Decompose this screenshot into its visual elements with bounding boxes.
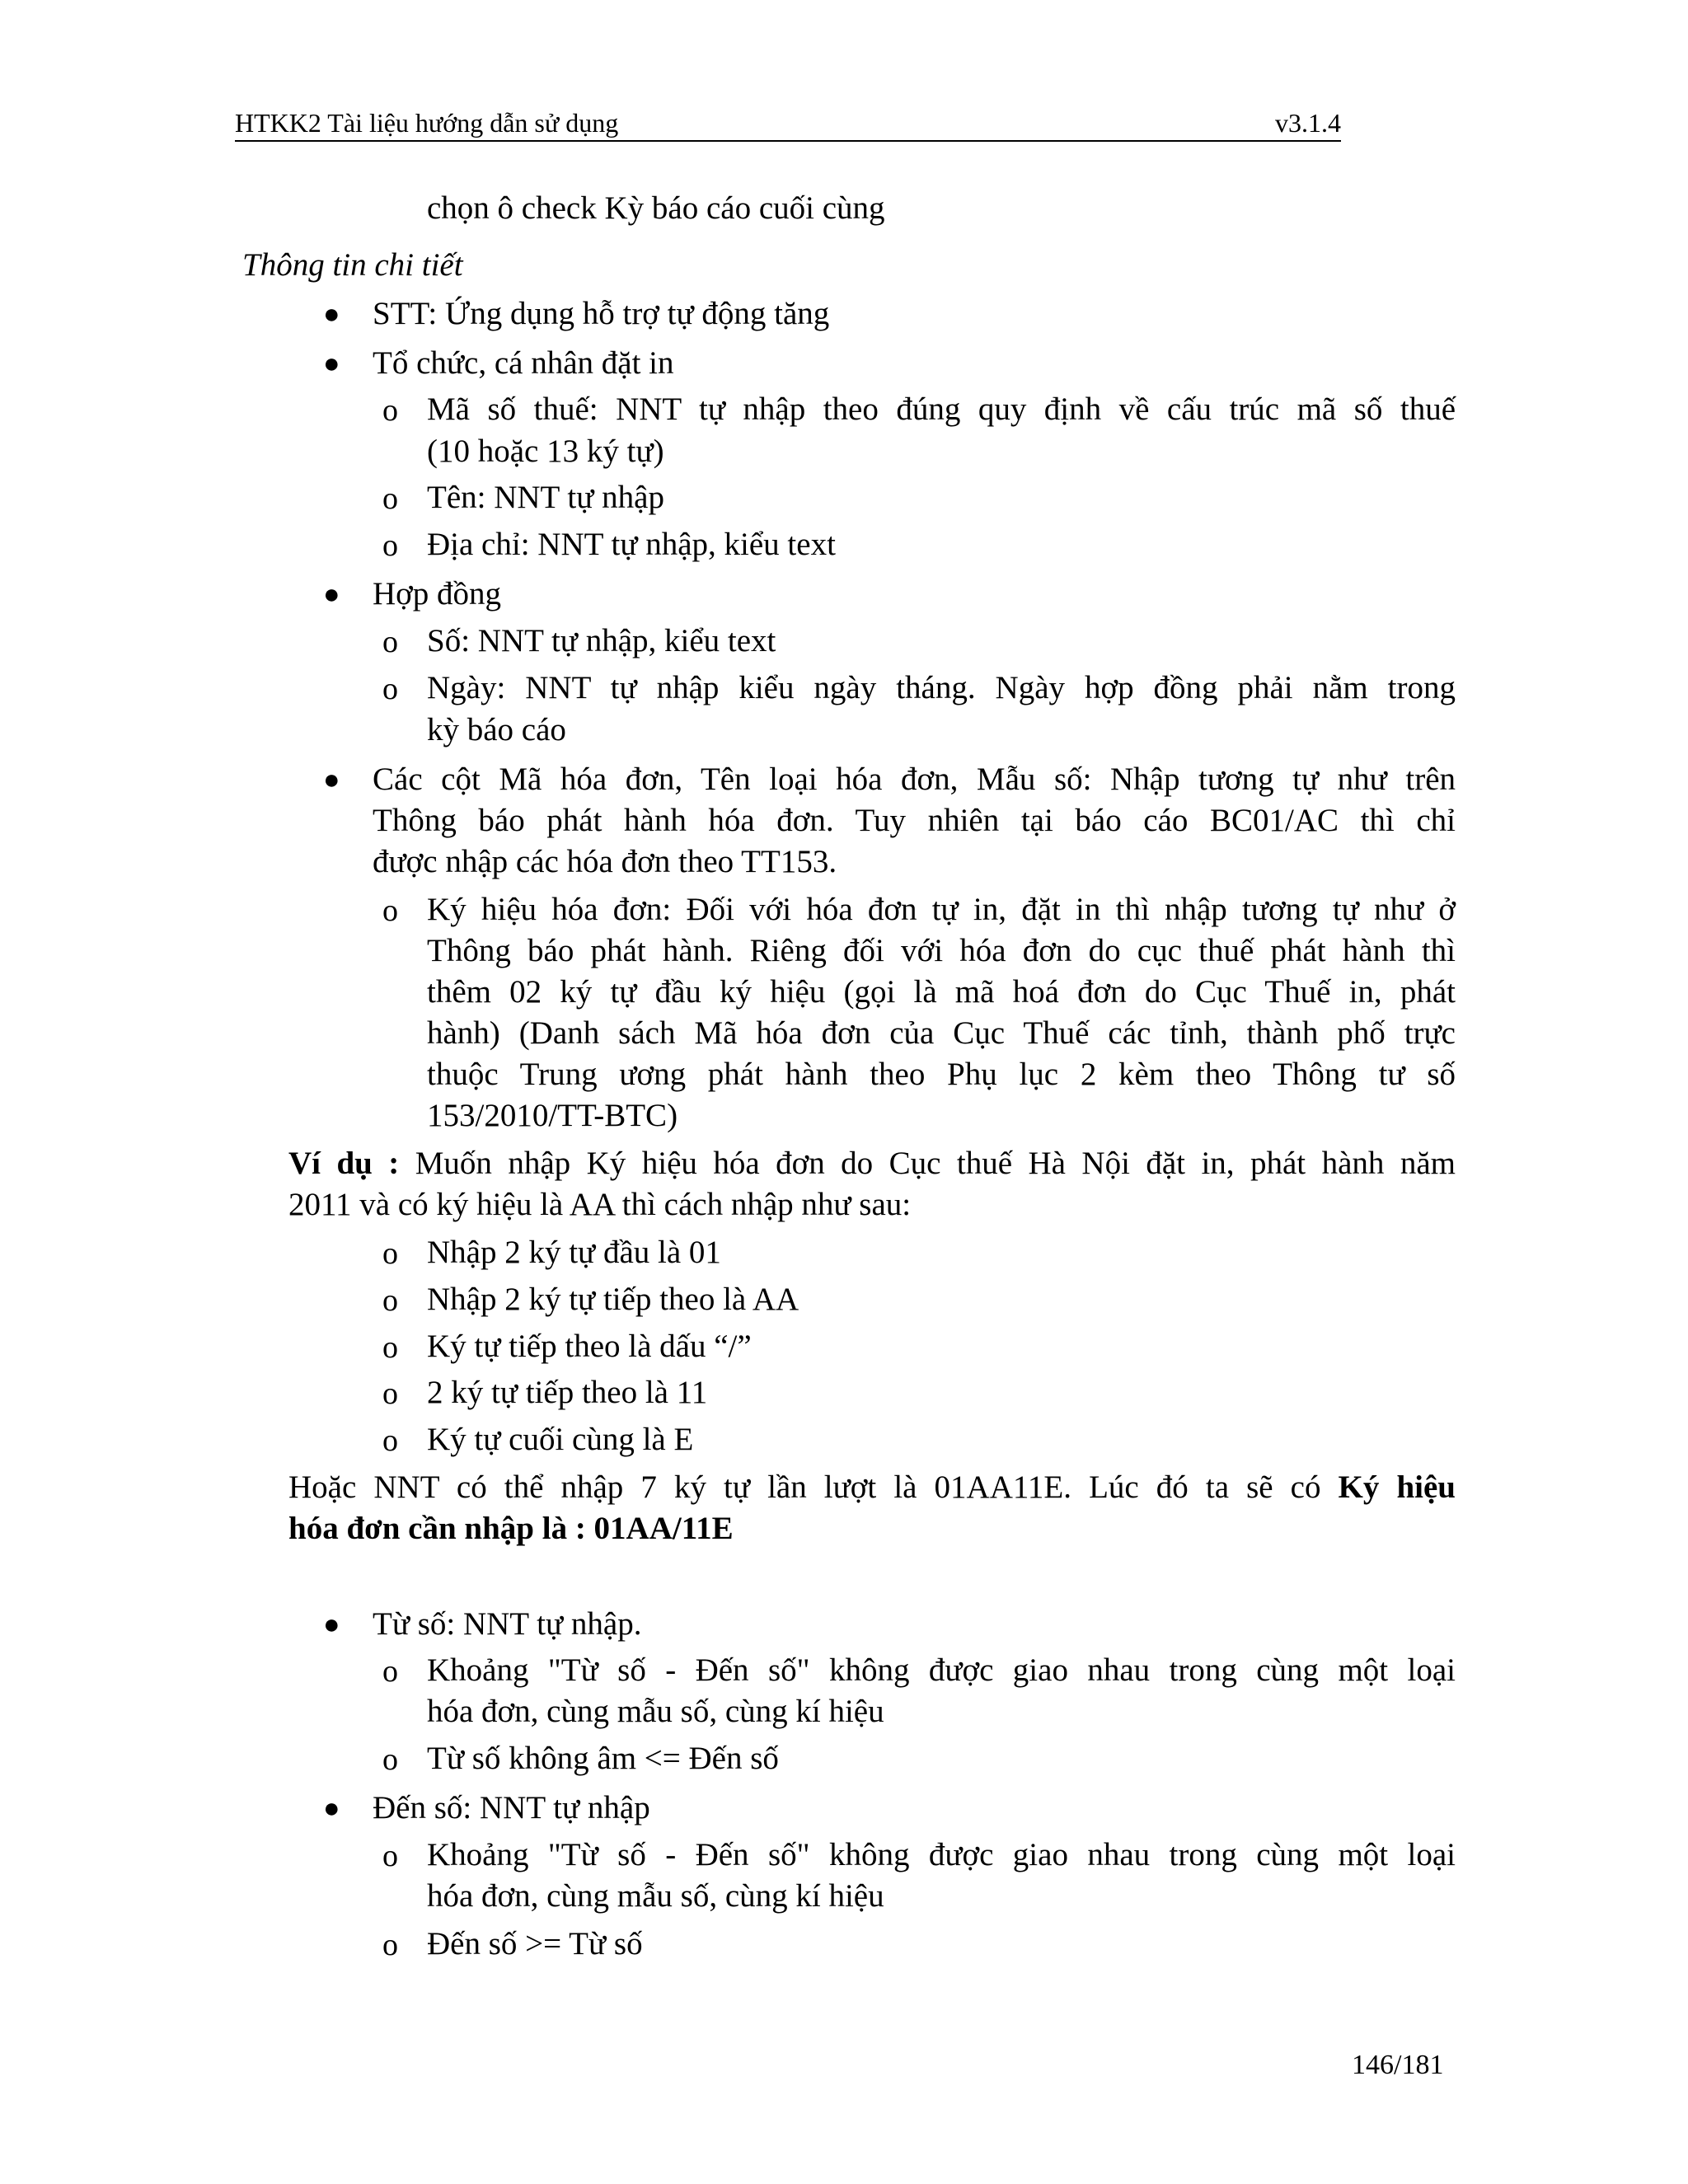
list-item: Đến số >= Từ số bbox=[427, 1926, 643, 1961]
sub-bullet-marker: o bbox=[382, 528, 398, 563]
bullet-marker: ● bbox=[323, 1793, 340, 1824]
list-item: Ký hiệu hóa đơn: Đối với hóa đơn tự in, đặt in thì nhập tương tự như ở bbox=[427, 892, 1456, 927]
sub-bullet-marker: o bbox=[382, 625, 398, 659]
list-item: Nhập 2 ký tự tiếp theo là AA bbox=[427, 1282, 799, 1317]
sub-bullet-marker: o bbox=[382, 1928, 398, 1962]
list-item: Hợp đồng bbox=[373, 576, 502, 612]
page-number: 146/181 bbox=[1352, 2050, 1444, 2080]
page-header bbox=[235, 105, 1341, 142]
text-line: Thông báo phát hành hóa đơn. Tuy nhiên tại báo cáo BC01/AC thì chỉ bbox=[373, 803, 1456, 838]
list-item: Từ số: NNT tự nhập. bbox=[373, 1606, 642, 1642]
text-line: 153/2010/TT-BTC) bbox=[427, 1098, 678, 1133]
list-item: Địa chỉ: NNT tự nhập, kiểu text bbox=[427, 527, 836, 562]
text-line: hóa đơn, cùng mẫu số, cùng kí hiệu bbox=[427, 1694, 884, 1729]
sub-bullet-marker: o bbox=[382, 1283, 398, 1318]
list-item: Số: NNT tự nhập, kiểu text bbox=[427, 623, 776, 658]
list-item: 2 ký tự tiếp theo là 11 bbox=[427, 1375, 708, 1410]
sub-bullet-marker: o bbox=[382, 672, 398, 706]
bullet-marker: ● bbox=[323, 1610, 340, 1640]
list-item: STT: Ứng dụng hỗ trợ tự động tăng bbox=[373, 296, 830, 331]
list-item: Ký tự cuối cùng là E bbox=[427, 1422, 694, 1457]
text-line: chọn ô check Kỳ báo cáo cuối cùng bbox=[427, 190, 885, 226]
sub-bullet-marker: o bbox=[382, 1376, 398, 1411]
sub-bullet-marker: o bbox=[382, 893, 398, 928]
summary-text: Hoặc NNT có thể nhập 7 ký tự lần lượt là 01AA11E. Lúc đó ta sẽ có bbox=[288, 1469, 1339, 1505]
text-line: thêm 02 ký tự đầu ký hiệu (gọi là mã hoá đơn do Cục Thuế in, phát bbox=[427, 974, 1456, 1010]
bullet-marker: ● bbox=[323, 765, 340, 795]
text-line: kỳ báo cáo bbox=[427, 712, 566, 748]
list-item: Từ số không âm <= Đến số bbox=[427, 1741, 779, 1776]
sub-bullet-marker: o bbox=[382, 1654, 398, 1689]
list-item: Khoảng "Từ số - Đến số" không được giao nhau trong cùng một loại bbox=[427, 1837, 1456, 1872]
sub-bullet-marker: o bbox=[382, 481, 398, 516]
list-item: Các cột Mã hóa đơn, Tên loại hóa đơn, Mẫu số: Nhập tương tự như trên bbox=[373, 762, 1456, 797]
sub-bullet-marker: o bbox=[382, 1330, 398, 1365]
header-version: v3.1.4 bbox=[1275, 108, 1341, 138]
list-item: Nhập 2 ký tự đầu là 01 bbox=[427, 1235, 721, 1270]
example-label: Ví dụ : bbox=[288, 1146, 400, 1181]
example-text: Muốn nhập Ký hiệu hóa đơn do Cục thuế Hà Nội đặt in, phát hành năm bbox=[399, 1146, 1456, 1181]
sub-bullet-marker: o bbox=[382, 1742, 398, 1777]
header-title: HTKK2 Tài liệu hướng dẫn sử dụng bbox=[235, 108, 619, 138]
list-item: Ngày: NNT tự nhập kiểu ngày tháng. Ngày hợp đồng phải nằm trong bbox=[427, 670, 1456, 705]
text-line: hóa đơn, cùng mẫu số, cùng kí hiệu bbox=[427, 1878, 884, 1914]
text-line: (10 hoặc 13 ký tự) bbox=[427, 434, 664, 469]
list-item: Khoảng "Từ số - Đến số" không được giao nhau trong cùng một loại bbox=[427, 1652, 1456, 1688]
summary-result: hóa đơn cần nhập là : 01AA/11E bbox=[288, 1511, 734, 1546]
bullet-marker: ● bbox=[323, 579, 340, 610]
text-line: hành) (Danh sách Mã hóa đơn của Cục Thuế các tỉnh, thành phố trực bbox=[427, 1015, 1456, 1051]
list-item: Tên: NNT tự nhập bbox=[427, 480, 664, 515]
summary-paragraph bbox=[288, 1467, 1456, 1508]
text-line: thuộc Trung ương phát hành theo Phụ lục 2 kèm theo Thông tư số bbox=[427, 1057, 1456, 1092]
list-item: Ký tự tiếp theo là dấu “/” bbox=[427, 1329, 752, 1364]
bullet-marker: ● bbox=[323, 349, 340, 379]
list-item: Mã số thuế: NNT tự nhập theo đúng quy định về cấu trúc mã số thuế bbox=[427, 391, 1456, 427]
text-line: 2011 và có ký hiệu là AA thì cách nhập như sau: bbox=[288, 1187, 912, 1222]
sub-bullet-marker: o bbox=[382, 393, 398, 428]
list-item: Tổ chức, cá nhân đặt in bbox=[373, 345, 674, 381]
section-heading: Thông tin chi tiết bbox=[242, 247, 463, 283]
list-item: Đến số: NNT tự nhập bbox=[373, 1790, 650, 1825]
text-line: được nhập các hóa đơn theo TT153. bbox=[373, 844, 837, 879]
summary-emphasis: Ký hiệu bbox=[1338, 1469, 1456, 1505]
sub-bullet-marker: o bbox=[382, 1423, 398, 1458]
example-paragraph bbox=[288, 1143, 1456, 1184]
text-line: Thông báo phát hành. Riêng đối với hóa đơn do cục thuế phát hành thì bbox=[427, 933, 1456, 968]
sub-bullet-marker: o bbox=[382, 1839, 398, 1873]
bullet-marker: ● bbox=[323, 299, 340, 330]
sub-bullet-marker: o bbox=[382, 1236, 398, 1271]
